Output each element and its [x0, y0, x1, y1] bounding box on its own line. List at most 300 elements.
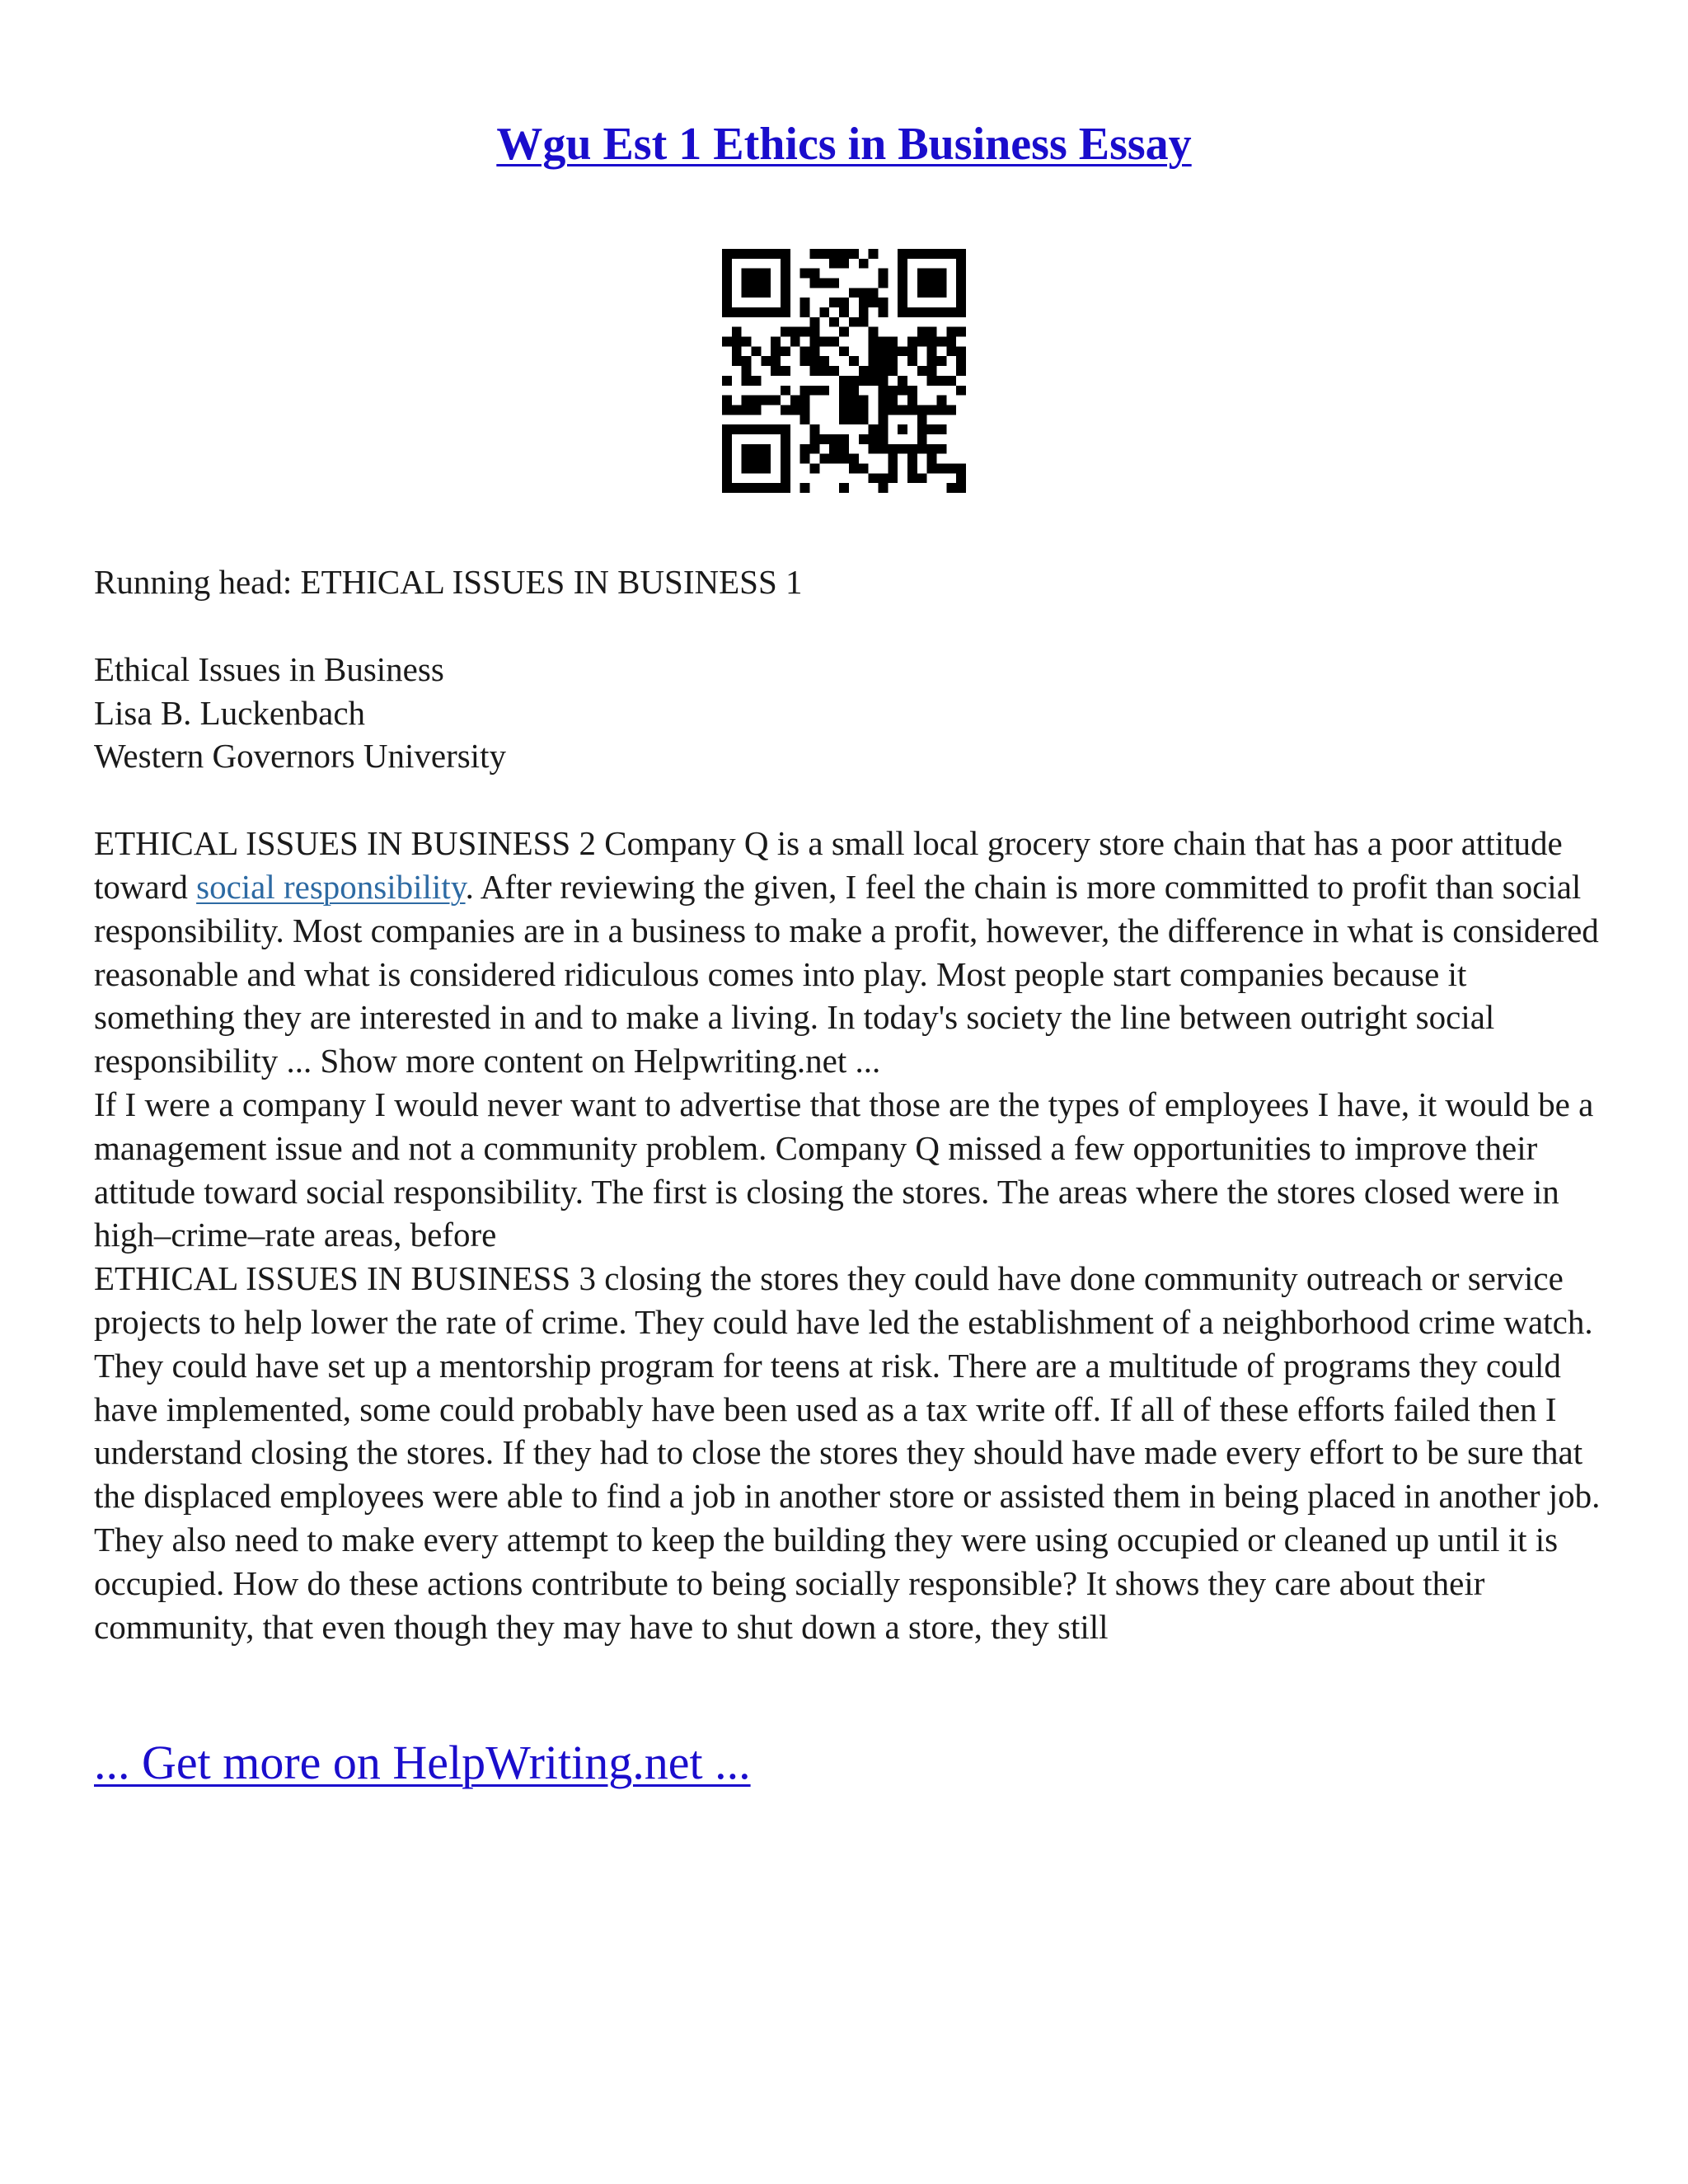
qr-module: [781, 288, 790, 298]
qr-module: [839, 454, 849, 464]
qr-module: [927, 337, 937, 347]
qr-module: [810, 269, 820, 279]
qr-module: [732, 483, 742, 493]
qr-module: [829, 317, 839, 327]
qr-module: [917, 415, 927, 424]
qr-module: [936, 279, 946, 288]
paragraph-1-start: ETHICAL ISSUES IN BUSINESS 2 Company Q is a small local grocery store chain that has a poor attitude toward: [94, 824, 1563, 906]
qr-module: [878, 473, 888, 483]
qr-module: [732, 307, 742, 317]
qr-module: [956, 386, 966, 396]
qr-module: [946, 249, 956, 259]
qr-module: [869, 424, 879, 434]
qr-module: [810, 317, 820, 327]
qr-module: [878, 483, 888, 493]
qr-module: [849, 376, 859, 386]
qr-module: [917, 473, 927, 483]
institution-name: Western Governors University: [94, 737, 506, 776]
qr-module: [907, 386, 917, 396]
qr-module: [878, 298, 888, 307]
qr-module: [752, 346, 762, 356]
qr-module: [781, 424, 790, 434]
qr-module: [810, 337, 820, 347]
qr-module: [878, 307, 888, 317]
qr-module: [859, 317, 869, 327]
qr-module: [888, 386, 898, 396]
qr-module: [888, 346, 898, 356]
qr-module: [722, 396, 732, 405]
qr-module: [752, 405, 762, 415]
qr-module: [956, 366, 966, 376]
qr-module: [829, 444, 839, 454]
qr-module: [742, 279, 752, 288]
qr-module: [859, 307, 869, 317]
qr-module: [936, 288, 946, 298]
qr-module: [790, 337, 800, 347]
qr-module: [839, 249, 849, 259]
qr-module: [742, 396, 752, 405]
qr-module: [956, 327, 966, 337]
qr-module: [936, 307, 946, 317]
qr-module: [742, 424, 752, 434]
qr-module: [917, 405, 927, 415]
paragraph-3: ETHICAL ISSUES IN BUSINESS 3 closing the stores they could have done community outreach or service projects to help lower the rate of crime. They could have led the establishment of a neighborhood crime watch. They could have set up a mentorship program for teens at risk. There are a multitude of programs they could have implemented, some could probably have been used as a tax write off. If all of these efforts failed then I understand closing the stores. If they had to close the stores they should have made every effort to be sure that the displaced employees were able to find a job in another store or assisted them in being placed in another job. They also need to make every attempt to keep the building they were using occupied or cleaned up until it is occupied. How do these actions contribute to being socially responsible? It shows they care about their community, that even though they may have to shut down a store, they still: [94, 1259, 1601, 1646]
qr-module: [781, 249, 790, 259]
qr-module: [917, 269, 927, 279]
essay-content: [94, 560, 1611, 1648]
qr-module: [888, 405, 898, 415]
qr-module: [888, 473, 898, 483]
paragraph-1-end: . After reviewing the given, I feel the chain is more committed to profit than social responsibility. Most companies are in a business to make a profit, however, the difference in what is considered reasonable and what is considered ridiculous comes into play. Most people start companies because it something they are interested in and to make a living. In today's society the line between outright social responsibility ... Show more content on Helpwriting.net ...: [94, 867, 1599, 1080]
qr-module: [839, 386, 849, 396]
qr-module: [771, 396, 781, 405]
qr-module: [742, 483, 752, 493]
qr-module: [761, 249, 771, 259]
qr-module: [771, 366, 781, 376]
qr-module: [878, 279, 888, 288]
qr-module: [917, 327, 927, 337]
qr-module: [946, 307, 956, 317]
qr-module: [732, 424, 742, 434]
social-responsibility-link[interactable]: social responsibility: [196, 867, 466, 906]
qr-module: [829, 366, 839, 376]
qr-module: [888, 366, 898, 376]
qr-module: [781, 366, 790, 376]
qr-module: [907, 405, 917, 415]
qr-module: [800, 298, 810, 307]
qr-module: [927, 288, 937, 298]
qr-module: [742, 307, 752, 317]
qr-module: [956, 259, 966, 269]
qr-module: [742, 356, 752, 366]
title-block: [94, 648, 1611, 778]
qr-module: [936, 424, 946, 434]
qr-module: [917, 444, 927, 454]
qr-module: [790, 327, 800, 337]
qr-module: [800, 405, 810, 415]
qr-module: [917, 337, 927, 347]
qr-module: [810, 444, 820, 454]
qr-module: [849, 249, 859, 259]
qr-module: [907, 346, 917, 356]
qr-module: [907, 473, 917, 483]
qr-module: [800, 307, 810, 317]
qr-module: [752, 307, 762, 317]
qr-module: [849, 356, 859, 366]
qr-module: [732, 337, 742, 347]
qr-module: [771, 424, 781, 434]
qr-module: [722, 483, 732, 493]
qr-module: [752, 269, 762, 279]
qr-module: [878, 386, 888, 396]
qr-module: [819, 337, 829, 347]
qr-module: [752, 483, 762, 493]
qr-module: [761, 356, 771, 366]
qr-module: [936, 396, 946, 405]
qr-module: [878, 415, 888, 424]
qr-module: [752, 249, 762, 259]
qr-module: [742, 376, 752, 386]
qr-module: [781, 269, 790, 279]
qr-module: [907, 356, 917, 366]
qr-module: [849, 415, 859, 424]
qr-module: [927, 424, 937, 434]
qr-module: [790, 405, 800, 415]
qr-module: [907, 396, 917, 405]
qr-module: [839, 396, 849, 405]
qr-module: [927, 356, 937, 366]
document-title: [0, 115, 1688, 173]
qr-module: [722, 405, 732, 415]
qr-module: [869, 327, 879, 337]
running-head: Running head: ETHICAL ISSUES IN BUSINESS 1: [94, 563, 803, 601]
qr-module: [819, 454, 829, 464]
qr-module: [888, 463, 898, 473]
title-link[interactable]: Wgu Est 1 Ethics in Business Essay: [496, 119, 1192, 170]
qr-module: [898, 376, 907, 386]
qr-module: [800, 415, 810, 424]
qr-module: [800, 396, 810, 405]
qr-module: [810, 356, 820, 366]
qr-module: [781, 473, 790, 483]
qr-module: [742, 405, 752, 415]
qr-module: [829, 434, 839, 444]
qr-module: [946, 376, 956, 386]
qr-module: [869, 288, 879, 298]
qr-module: [752, 444, 762, 454]
qr-module: [927, 327, 937, 337]
qr-module: [761, 396, 771, 405]
qr-module: [781, 434, 790, 444]
qr-module: [810, 327, 820, 337]
qr-module: [771, 337, 781, 347]
qr-module: [946, 483, 956, 493]
qr-module: [810, 434, 820, 444]
qr-module: [956, 473, 966, 483]
qr-module: [927, 376, 937, 386]
qr-module: [927, 249, 937, 259]
qr-module: [946, 346, 956, 356]
qr-module: [869, 376, 879, 386]
qr-module: [946, 405, 956, 415]
qr-module: [810, 346, 820, 356]
qr-module: [781, 386, 790, 396]
qr-module: [839, 483, 849, 493]
qr-module: [956, 346, 966, 356]
qr-module: [849, 396, 859, 405]
qr-module: [771, 356, 781, 366]
qr-module: [898, 405, 907, 415]
qr-module: [888, 454, 898, 464]
qr-module: [869, 434, 879, 444]
paragraph-2: If I were a company I would never want to advertise that those are the types of employees I have, it would be a management issue and not a community problem. Company Q missed a few opportunities to improve their attitude toward social responsibility. The first is closing the stores. The areas where the stores closed were in high–crime–rate areas, before: [94, 1085, 1594, 1254]
qr-module: [927, 444, 937, 454]
qr-module: [878, 269, 888, 279]
qr-module: [888, 337, 898, 347]
qr-module: [781, 405, 790, 415]
qr-module: [781, 279, 790, 288]
qr-module: [771, 249, 781, 259]
qr-module: [722, 424, 732, 434]
qr-module: [771, 346, 781, 356]
qr-module: [742, 337, 752, 347]
qr-module: [781, 454, 790, 464]
qr-module: [849, 454, 859, 464]
qr-module: [917, 249, 927, 259]
qr-module: [790, 396, 800, 405]
qr-module: [722, 337, 732, 347]
qr-module: [839, 298, 849, 307]
qr-module: [878, 346, 888, 356]
qr-module: [752, 454, 762, 464]
qr-module: [761, 483, 771, 493]
qr-module: [810, 279, 820, 288]
qr-module: [781, 444, 790, 454]
qr-module: [829, 259, 839, 269]
qr-module: [859, 415, 869, 424]
qr-module: [869, 366, 879, 376]
paragraph-1: [94, 822, 1611, 1083]
qr-module: [907, 444, 917, 454]
qr-module: [946, 337, 956, 347]
qr-module: [761, 288, 771, 298]
qr-module: [859, 463, 869, 473]
paper-title: Ethical Issues in Business: [94, 649, 444, 688]
qr-module: [800, 454, 810, 464]
qr-module: [878, 405, 888, 415]
qr-module: [927, 454, 937, 464]
qr-module: [781, 483, 790, 493]
qr-module: [898, 288, 907, 298]
qr-module: [732, 346, 742, 356]
qr-module: [878, 356, 888, 366]
qr-module: [810, 424, 820, 434]
qr-module: [869, 249, 879, 259]
get-more-cta: [94, 1734, 751, 1792]
qr-module: [907, 463, 917, 473]
qr-module: [722, 463, 732, 473]
qr-module: [907, 307, 917, 317]
qr-module: [849, 386, 859, 396]
qr-module: [917, 434, 927, 444]
qr-module: [722, 259, 732, 269]
qr-module: [907, 249, 917, 259]
qr-module: [810, 366, 820, 376]
qr-module: [888, 356, 898, 366]
qr-module: [722, 454, 732, 464]
qr-module: [869, 444, 879, 454]
qr-module: [898, 279, 907, 288]
qr-module: [732, 327, 742, 337]
qr-module: [869, 473, 879, 483]
qr-module: [732, 249, 742, 259]
qr-module: [752, 279, 762, 288]
qr-module: [956, 483, 966, 493]
qr-module: [771, 307, 781, 317]
qr-module: [810, 249, 820, 259]
qr-module: [907, 337, 917, 347]
qr-module: [810, 463, 820, 473]
qr-module: [819, 249, 829, 259]
qr-module: [859, 366, 869, 376]
qr-module: [800, 444, 810, 454]
qr-module: [810, 386, 820, 396]
qr-module: [956, 288, 966, 298]
qr-module: [927, 463, 937, 473]
qr-module: [752, 424, 762, 434]
qr-module: [722, 298, 732, 307]
qr-module: [956, 463, 966, 473]
qr-module: [761, 307, 771, 317]
qr-module: [839, 376, 849, 386]
qr-module: [956, 249, 966, 259]
qr-module: [839, 307, 849, 317]
qr-module: [761, 463, 771, 473]
qr-module: [771, 483, 781, 493]
qr-module: [781, 298, 790, 307]
qr-module: [927, 307, 937, 317]
qr-module: [888, 444, 898, 454]
qr-module: [819, 386, 829, 396]
qr-module: [936, 405, 946, 415]
qr-module: [936, 463, 946, 473]
qr-module: [849, 463, 859, 473]
qr-module: [761, 424, 771, 434]
qr-module: [898, 249, 907, 259]
qr-module: [936, 376, 946, 386]
qr-module: [722, 279, 732, 288]
qr-module: [878, 434, 888, 444]
qr-module: [829, 298, 839, 307]
qr-module: [752, 376, 762, 386]
qr-module: [732, 356, 742, 366]
qr-module: [898, 386, 907, 396]
qr-module: [781, 307, 790, 317]
qr-module: [722, 288, 732, 298]
qr-code: [722, 249, 966, 493]
qr-module: [839, 327, 849, 337]
qr-module: [819, 279, 829, 288]
qr-module: [839, 434, 849, 444]
qr-module: [917, 424, 927, 434]
qr-module: [761, 279, 771, 288]
qr-module: [752, 463, 762, 473]
qr-module: [742, 444, 752, 454]
qr-module: [819, 366, 829, 376]
qr-module: [898, 259, 907, 269]
qr-module: [878, 424, 888, 434]
qr-module: [878, 444, 888, 454]
qr-module: [849, 405, 859, 415]
qr-module: [898, 269, 907, 279]
qr-module: [936, 249, 946, 259]
qr-module: [878, 337, 888, 347]
qr-module: [859, 434, 869, 444]
qr-module: [927, 405, 937, 415]
qr-module: [859, 396, 869, 405]
get-more-link[interactable]: ... Get more on HelpWriting.net ...: [94, 1736, 751, 1789]
qr-module: [878, 396, 888, 405]
qr-module: [839, 346, 849, 356]
qr-module: [859, 405, 869, 415]
qr-module: [781, 327, 790, 337]
author-name: Lisa B. Luckenbach: [94, 693, 366, 732]
qr-module: [946, 327, 956, 337]
qr-module: [742, 288, 752, 298]
qr-module: [927, 366, 937, 376]
qr-module: [956, 279, 966, 288]
qr-module: [742, 269, 752, 279]
qr-module: [742, 366, 752, 376]
qr-module: [722, 444, 732, 454]
qr-module: [898, 444, 907, 454]
qr-module: [936, 444, 946, 454]
qr-module: [859, 288, 869, 298]
qr-module: [742, 463, 752, 473]
qr-module: [898, 424, 907, 434]
qr-module: [829, 249, 839, 259]
qr-module: [859, 376, 869, 386]
qr-module: [752, 396, 762, 405]
qr-module: [927, 269, 937, 279]
qr-module: [869, 337, 879, 347]
qr-module: [839, 415, 849, 424]
qr-module: [722, 307, 732, 317]
qr-module: [849, 288, 859, 298]
qr-module: [878, 366, 888, 376]
qr-module: [819, 307, 829, 317]
qr-module: [800, 386, 810, 396]
qr-module: [761, 444, 771, 454]
qr-module: [849, 317, 859, 327]
qr-module: [956, 298, 966, 307]
qr-module: [761, 269, 771, 279]
qr-module: [819, 434, 829, 444]
qr-module: [859, 298, 869, 307]
qr-module: [829, 279, 839, 288]
qr-module: [829, 454, 839, 464]
qr-module: [917, 288, 927, 298]
qr-module: [936, 269, 946, 279]
qr-module: [898, 298, 907, 307]
qr-module: [722, 269, 732, 279]
qr-module: [722, 376, 732, 386]
qr-module: [936, 337, 946, 347]
qr-module: [869, 346, 879, 356]
qr-module: [839, 444, 849, 454]
qr-module: [800, 483, 810, 493]
qr-module: [722, 434, 732, 444]
